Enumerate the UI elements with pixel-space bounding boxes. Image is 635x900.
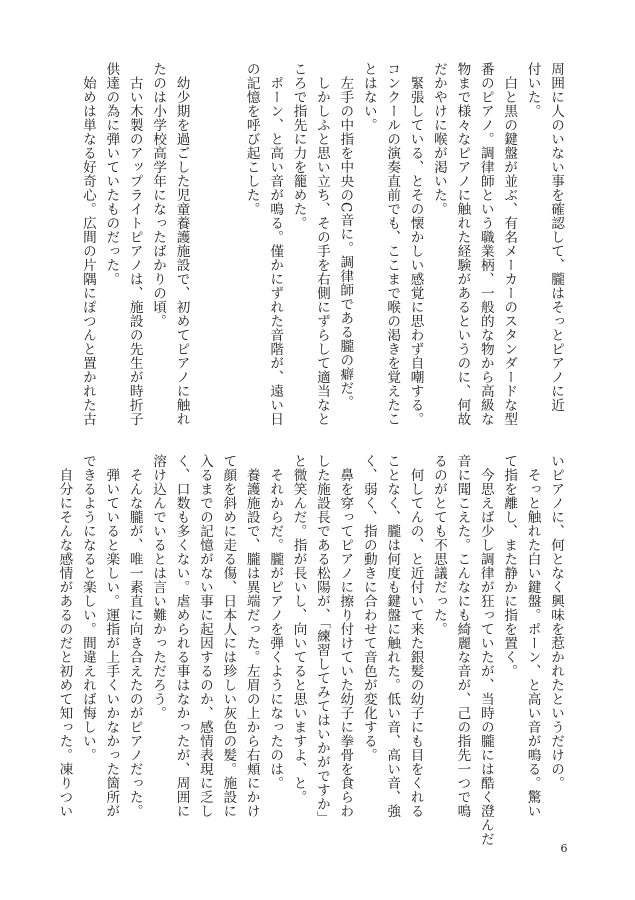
text-line: と微笑んだ。指が長いし、向いてると思いますよ、と。 bbox=[290, 454, 307, 804]
text-line: 鼻を穿ってピアノに擦り付けていた幼子に拳骨を食らわ bbox=[337, 454, 354, 818]
text-block-bottom bbox=[7, 454, 567, 844]
text-line bbox=[193, 62, 216, 462]
text-line: ころで指先に力を籠めた。 bbox=[290, 62, 307, 230]
text-line: 幼少期を過ごした児童養護施設で、初めてピアノに触れ bbox=[173, 62, 190, 426]
text-line: 番のピアノ。調律師という職業柄、一般的な物から高級な bbox=[477, 62, 494, 426]
text-line: 周囲に人のいない事を確認して、朧はそっとピアノに近 bbox=[548, 62, 564, 412]
text-line: て指を離し、また静かに指を置く。 bbox=[501, 454, 518, 678]
text-line: て顔を斜めに走る傷、日本人には珍しい灰色の髪。施設に bbox=[220, 454, 237, 818]
text-line: 左手の中指を中央のC音に。調律師である朧の癖だ。 bbox=[337, 62, 354, 409]
text-line: 溶け込んでいるとは言い難かっただろう。 bbox=[150, 454, 167, 720]
text-line: 養護施設で、朧は異端だった。左眉の上から右頬にかけ bbox=[243, 454, 260, 818]
page-number: 6 bbox=[560, 842, 568, 855]
text-line: コンクールの演奏直前でも、ここまで喉の渇きを覚えたこ bbox=[384, 62, 401, 426]
text-line: 始めは単なる好奇心。広間の片隅にぽつんと置かれた古 bbox=[79, 62, 96, 426]
text-line: 緊張している、とその懐かしい感覚に思わず自嘲する。 bbox=[407, 62, 424, 426]
text-line: たのは小学校高学年になったばかりの頃。 bbox=[150, 62, 167, 328]
text-line: した施設長である松陽が、「練習してみてはいかがですか」 bbox=[313, 454, 330, 826]
text-line: るのがとても不思議だった。 bbox=[430, 454, 447, 636]
text-line: 供達の為に弾いていたものだった。 bbox=[103, 62, 120, 286]
text-line: ことなく、朧は何度も鍵盤に触れた。低い音、高い音、強 bbox=[384, 454, 401, 818]
text-line: 弾いていると楽しい。運指が上手くいかなかった箇所が bbox=[103, 454, 120, 818]
text-line: 入るまでの記憶がない事に起因するのか、感情表現に乏し bbox=[196, 454, 213, 818]
text-line: く、弱く、指の動きに合わせて音色が変化する。 bbox=[360, 454, 377, 762]
text-line: 物まで様々なピアノに触れた経験があるというのに、何故 bbox=[454, 62, 471, 426]
text-line bbox=[216, 62, 239, 462]
text-line: の記憶を呼び起こした。 bbox=[243, 62, 260, 216]
text-line: とはない。 bbox=[360, 62, 377, 132]
text-line: 今思えば少し調律が狂っていたが、当時の朧には酷く澄んだ bbox=[477, 454, 494, 846]
text-line: 白と黒の鍵盤が並ぶ、有名メーカーのスタンダードな型 bbox=[501, 62, 518, 426]
text-line: く、口数も多くない。虐められる事はなかったが、周囲に bbox=[173, 454, 190, 818]
text-line: 古い木製のアップライトピアノは、施設の先生が時折子 bbox=[126, 62, 143, 426]
text-line: しかしふと思い立ち、その手を右側にずらして適当なと bbox=[313, 62, 330, 426]
text-line: だかやけに喉が渇いた。 bbox=[430, 62, 447, 216]
text-line: 何してんの、と近付いて来た銀髪の幼子にも目をくれる bbox=[407, 454, 424, 818]
text-line: いピアノに、何となく興味を惹かれたというだけの。 bbox=[548, 454, 564, 790]
text-line: 自分にそんな感情があるのだと初めて知った。凍りつい bbox=[56, 454, 73, 818]
text-line: できるようになると楽しい。間違えれば悔しい。 bbox=[79, 454, 96, 762]
text-block-top bbox=[7, 62, 567, 462]
text-line: 音に聞こえた。こんなにも綺麗な音が、己の指先一つで鳴 bbox=[454, 454, 471, 818]
text-line: 付いた。 bbox=[524, 62, 541, 118]
text-line: ポーン、と高い音が鳴る。僅かにずれた音階が、遠い日 bbox=[267, 62, 284, 426]
text-line: それからだ。朧がピアノを弾くようになったのは。 bbox=[267, 454, 284, 790]
text-line: そっと触れた白い鍵盤。ポーン、と高い音が鳴る。驚い bbox=[524, 454, 541, 818]
text-line: そんな朧が、唯一素直に向き合えたのがピアノだった。 bbox=[126, 454, 143, 818]
